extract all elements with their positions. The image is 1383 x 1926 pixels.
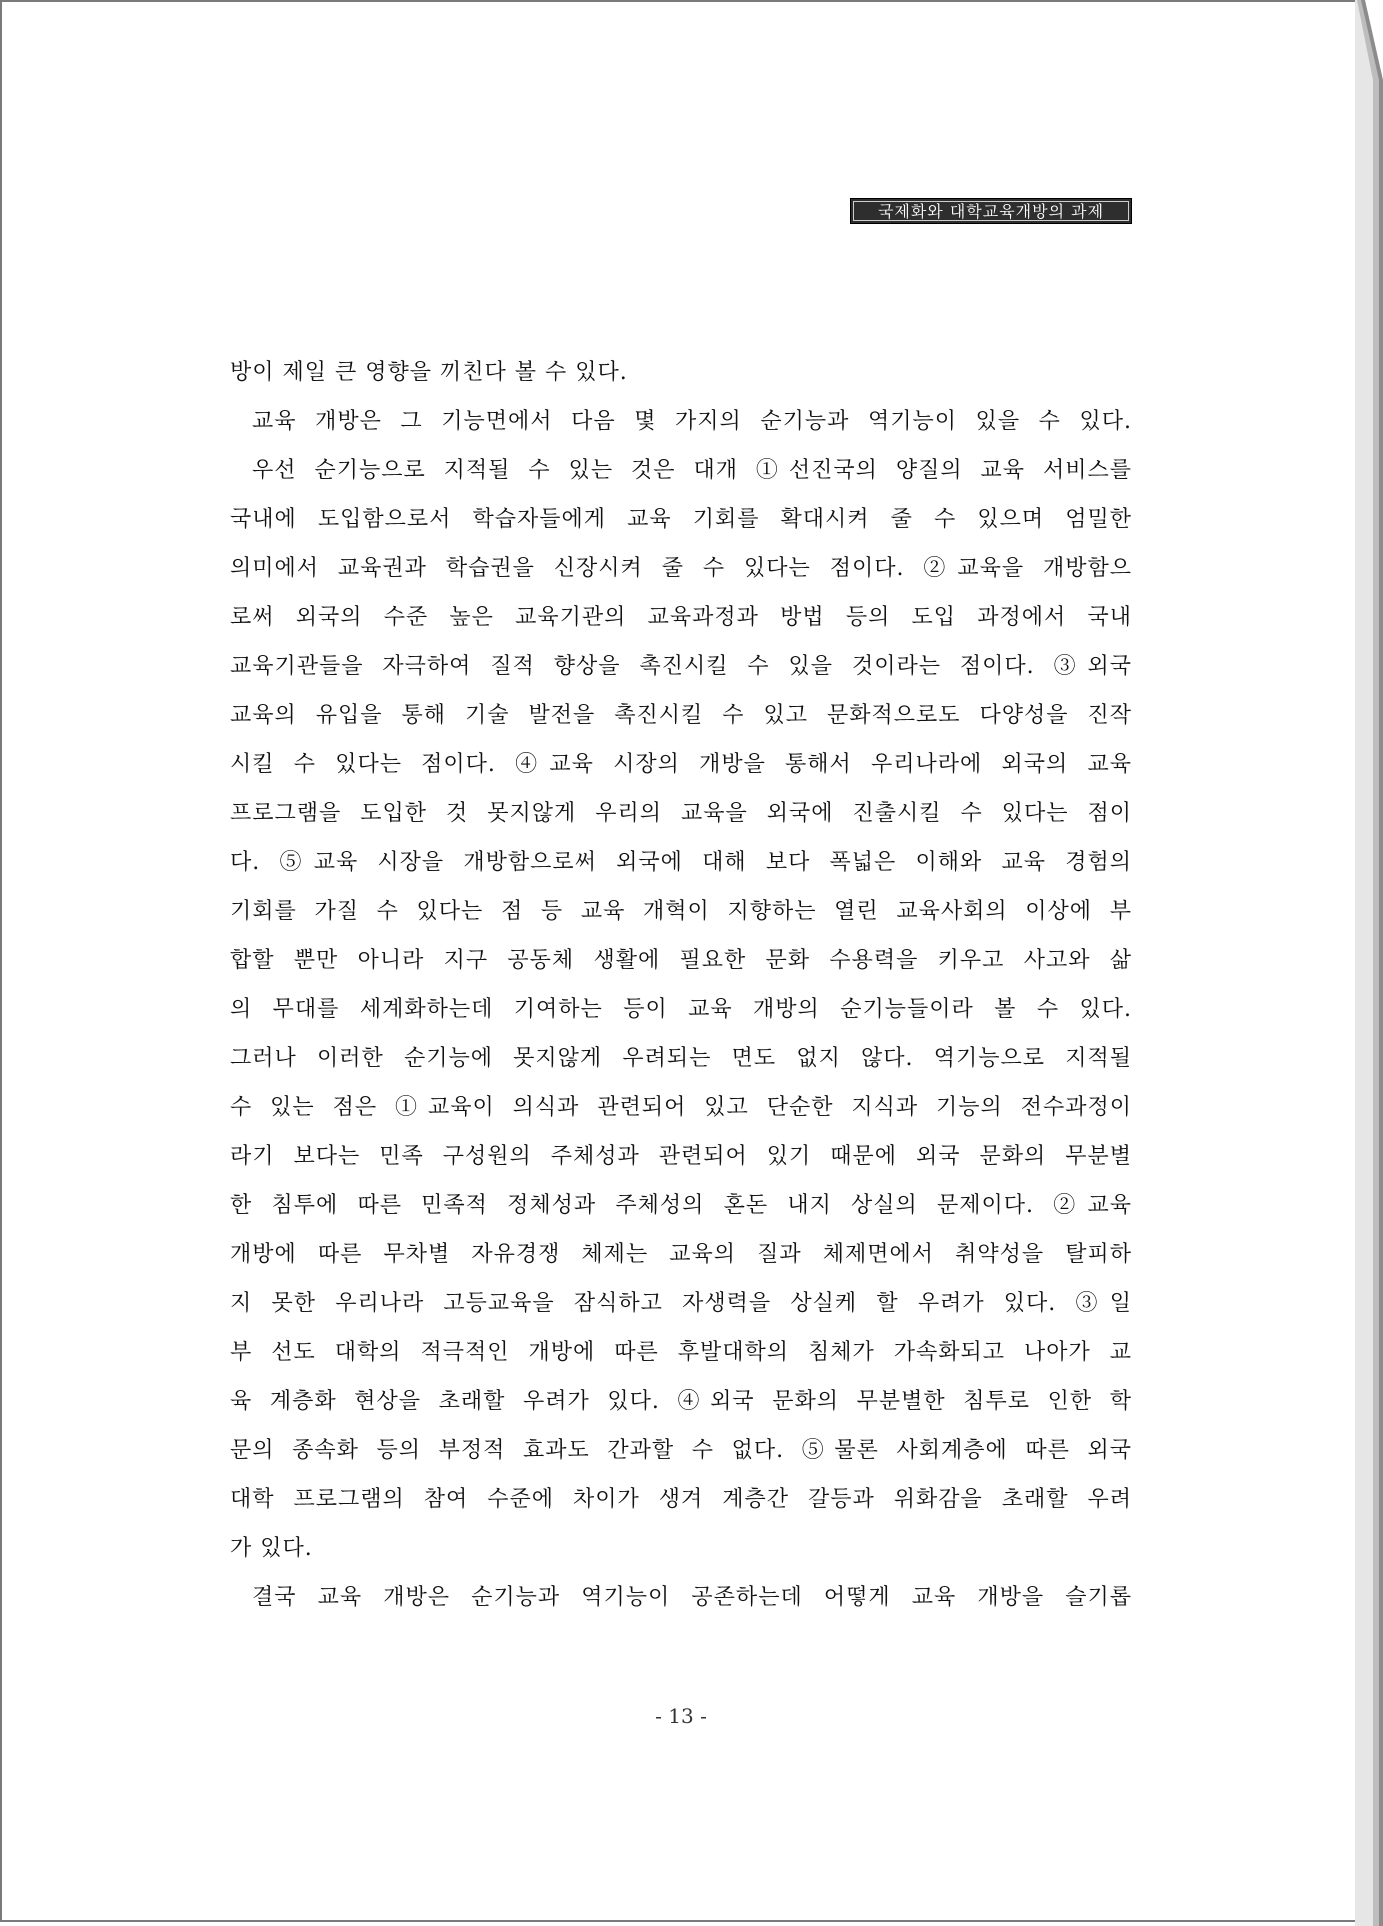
text-line: 의미에서 교육권과 학습권을 신장시켜 줄 수 있다는 점이다. ②교육을 개방함으 [230, 556, 1132, 581]
text-line: 국내에 도입함으로서 학습자들에게 교육 기회를 확대시켜 줄 수 있으며 엄밀한 [230, 507, 1132, 532]
text-line: 가 있다. [230, 1536, 313, 1561]
text-line: 프로그램을 도입한 것 못지않게 우리의 교육을 외국에 진출시킬 수 있다는 점이 [230, 801, 1132, 826]
text-line: 결국 교육 개방은 순기능과 역기능이 공존하는데 어떻게 교육 개방을 슬기롭 [252, 1585, 1132, 1610]
page-number: - 13 - [655, 1704, 707, 1728]
text-line: 그러나 이러한 순기능에 못지않게 우려되는 면도 없지 않다. 역기능으로 지적될 [230, 1046, 1132, 1071]
text-line: 방이 제일 큰 영향을 끼친다 볼 수 있다. [230, 360, 628, 385]
text-line: 부 선도 대학의 적극적인 개방에 따른 후발대학의 침체가 가속화되고 나아가 교 [230, 1340, 1132, 1365]
text-line: 기회를 가질 수 있다는 점 등 교육 개혁이 지향하는 열린 교육사회의 이상에 부 [230, 899, 1132, 924]
body-text [230, 354, 1132, 1628]
text-line: 합할 뿐만 아니라 지구 공동체 생활에 필요한 문화 수용력을 키우고 사고와 삶 [230, 948, 1132, 973]
text-line: 다. ⑤교육 시장을 개방함으로써 외국에 대해 보다 폭넓은 이해와 교육 경험의 [230, 850, 1132, 875]
text-line: 라기 보다는 민족 구성원의 주체성과 관련되어 있기 때문에 외국 문화의 무분별 [230, 1144, 1132, 1169]
text-line: 육 계층화 현상을 초래할 우려가 있다. ④외국 문화의 무분별한 침투로 인한 학 [230, 1389, 1132, 1414]
text-line: 교육 개방은 그 기능면에서 다음 몇 가지의 순기능과 역기능이 있을 수 있다. [252, 409, 1132, 434]
text-line: 우선 순기능으로 지적될 수 있는 것은 대개 ①선진국의 양질의 교육 서비스를 [252, 458, 1132, 483]
text-line: 문의 종속화 등의 부정적 효과도 간과할 수 없다. ⑤물론 사회계층에 따른 외국 [230, 1438, 1132, 1463]
page-edge-shadow [1355, 0, 1383, 1926]
text-line: 교육의 유입을 통해 기술 발전을 촉진시킬 수 있고 문화적으로도 다양성을 진작 [230, 703, 1132, 728]
text-line: 수 있는 점은 ①교육이 의식과 관련되어 있고 단순한 지식과 기능의 전수과정이 [230, 1095, 1132, 1120]
text-line: 대학 프로그램의 참여 수준에 차이가 생겨 계층간 갈등과 위화감을 초래할 우려 [230, 1487, 1132, 1512]
text-line: 시킬 수 있다는 점이다. ④교육 시장의 개방을 통해서 우리나라에 외국의 교육 [230, 752, 1132, 777]
text-line: 지 못한 우리나라 고등교육을 잠식하고 자생력을 상실케 할 우려가 있다. ③일 [230, 1291, 1132, 1316]
text-line: 개방에 따른 무차별 자유경쟁 체제는 교육의 질과 체제면에서 취약성을 탈피하 [230, 1242, 1132, 1267]
text-line: 한 침투에 따른 민족적 정체성과 주체성의 혼돈 내지 상실의 문제이다. ②교육 [230, 1193, 1132, 1218]
running-header: 국제화와 대학교육개방의 과제 [850, 198, 1132, 224]
text-line: 의 무대를 세계화하는데 기여하는 등이 교육 개방의 순기능들이라 볼 수 있다. [230, 997, 1132, 1022]
text-line: 교육기관들을 자극하여 질적 향상을 촉진시킬 수 있을 것이라는 점이다. ③외국 [230, 654, 1132, 679]
text-line: 로써 외국의 수준 높은 교육기관의 교육과정과 방법 등의 도입 과정에서 국내 [230, 605, 1132, 630]
